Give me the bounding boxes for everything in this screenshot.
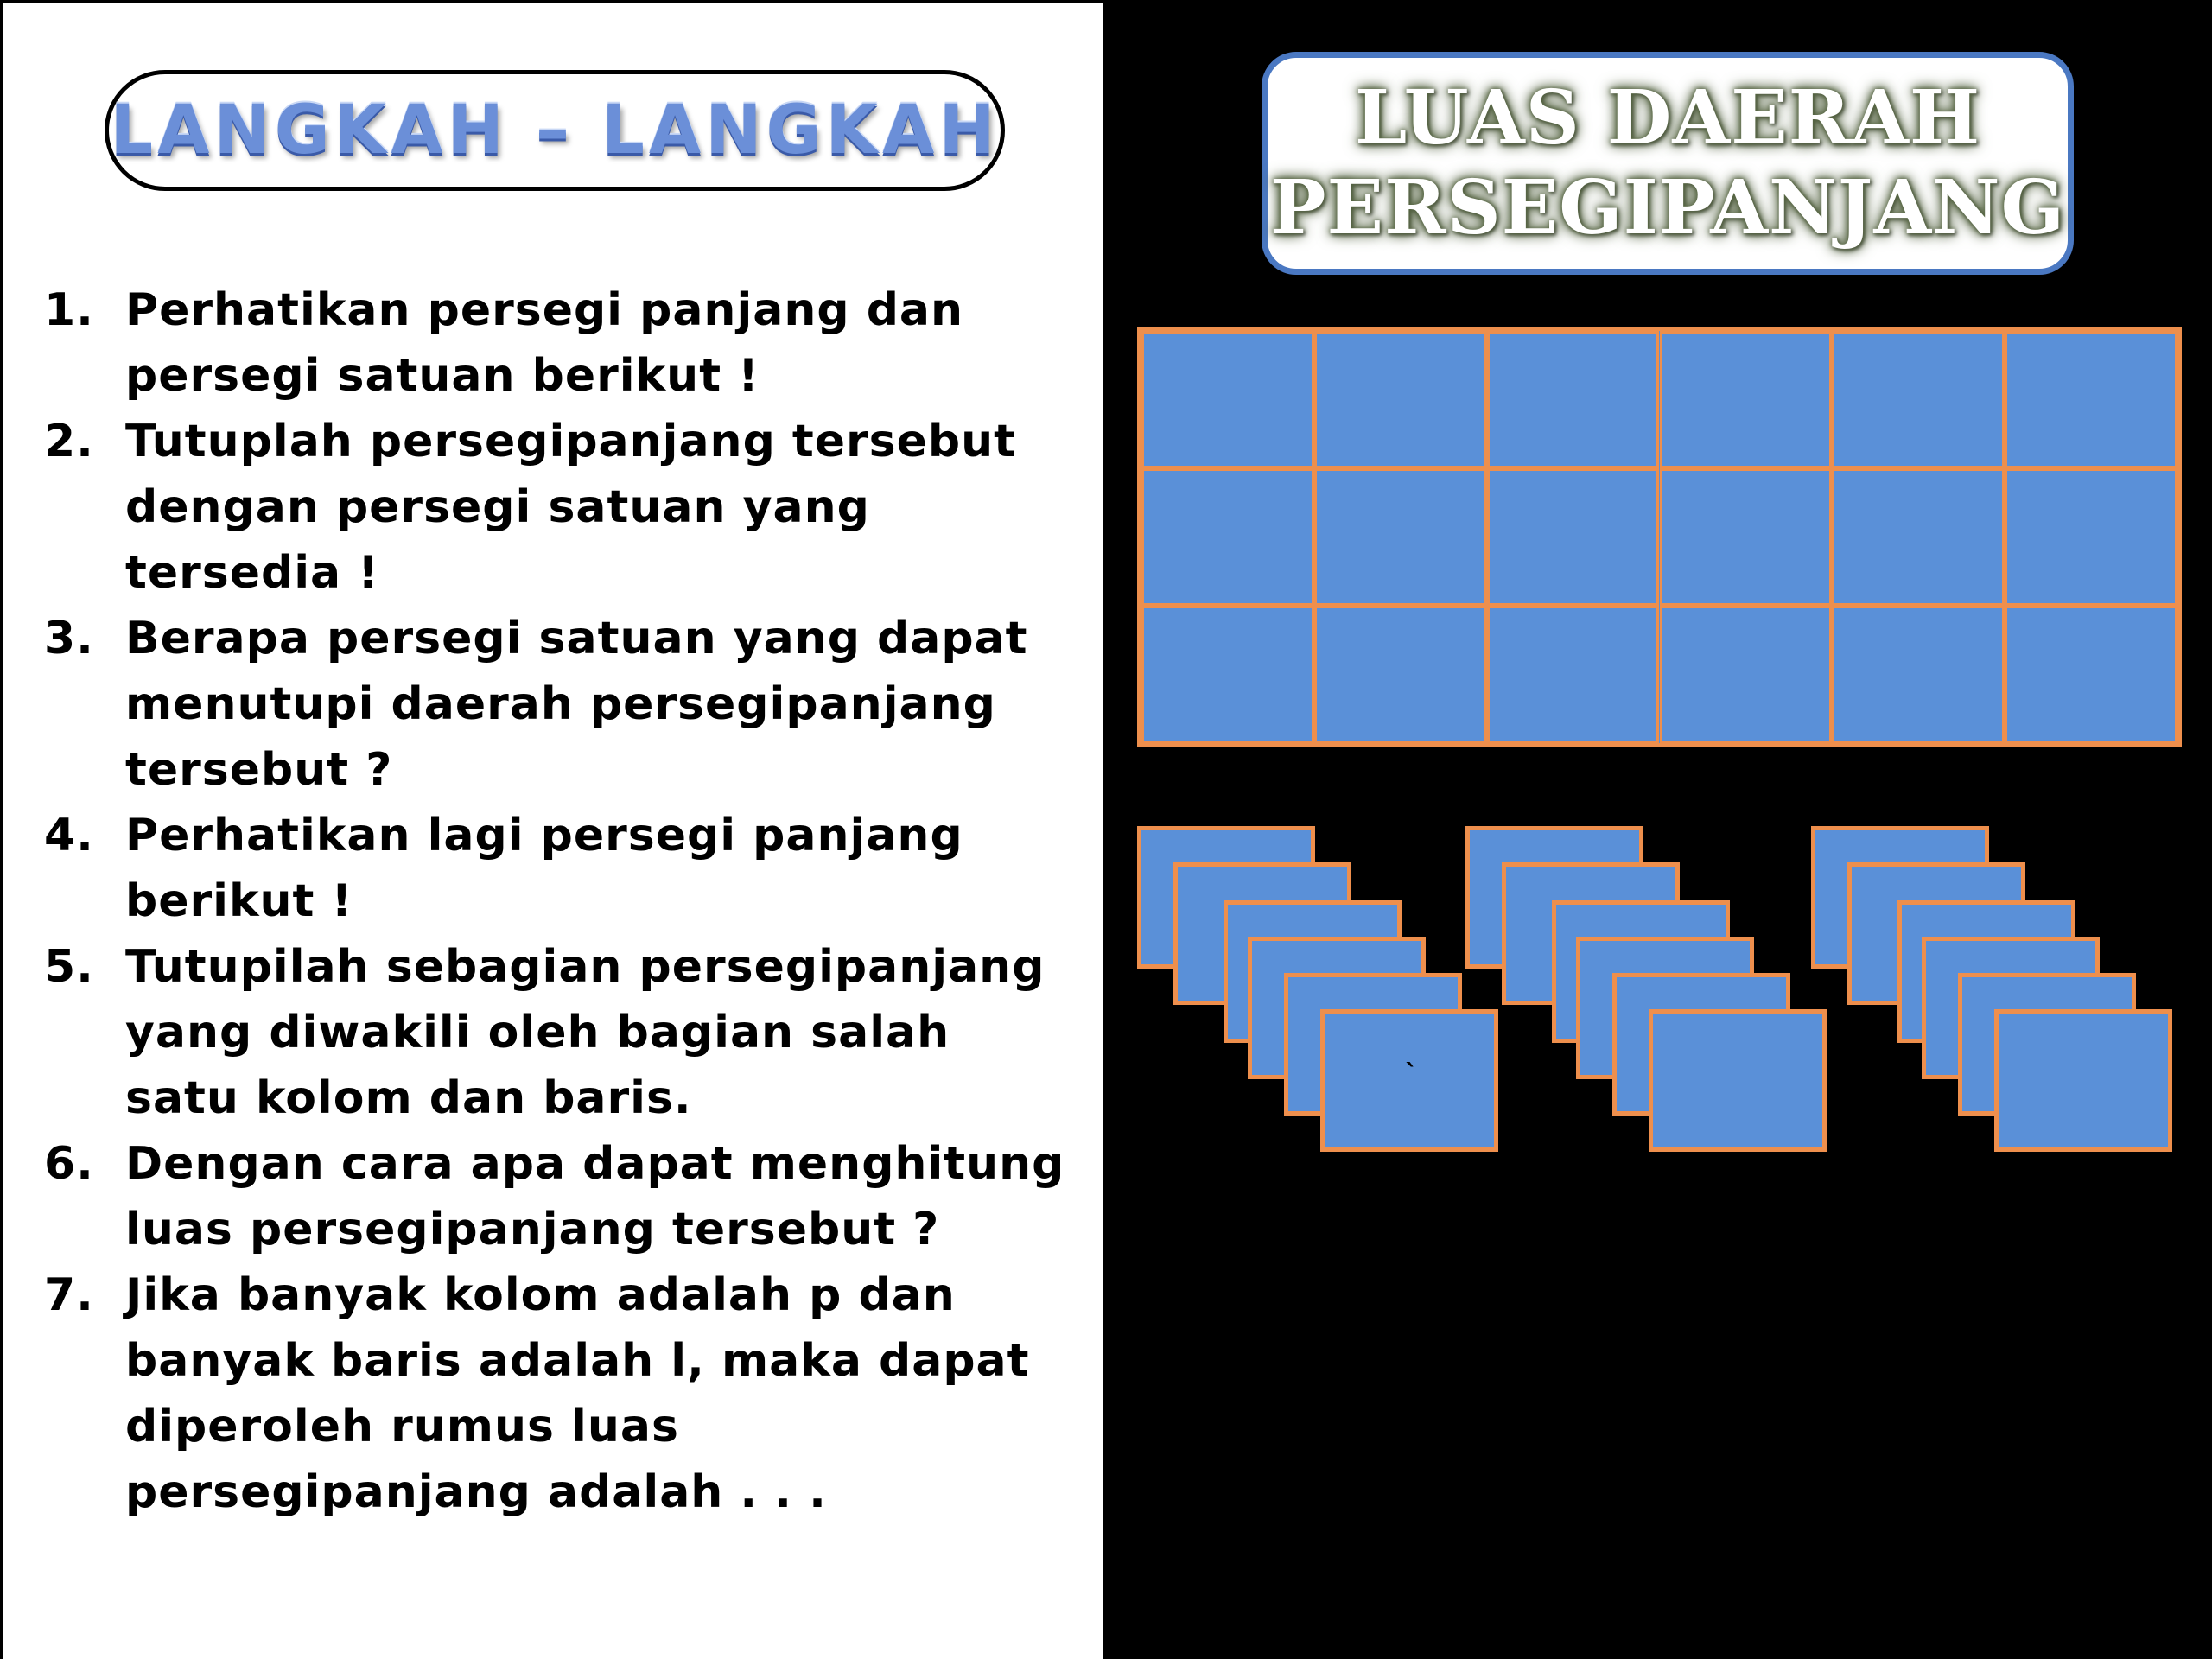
grid-cell xyxy=(2005,331,2177,468)
title-banner xyxy=(1262,52,2074,275)
step-number: 6. xyxy=(44,1138,94,1190)
grid-cell xyxy=(1832,331,2005,468)
step-text: Perhatikan persegi panjang dan persegi satuan berikut ! xyxy=(125,284,964,402)
steps-list xyxy=(37,277,1074,1525)
grid-cell xyxy=(1832,606,2005,743)
grid-cell xyxy=(2005,468,2177,606)
step-item xyxy=(37,1131,1074,1262)
grid-cell xyxy=(1487,468,1660,606)
step-number: 4. xyxy=(44,810,94,861)
step-text: Tutuplah persegipanjang tersebut dengan persegi satuan yang tersedia ! xyxy=(125,416,1016,599)
step-text: Tutupilah sebagian persegipanjang yang diwakili oleh bagian salah satu kolom dan baris. xyxy=(125,941,1046,1124)
grid-cell xyxy=(1141,331,1314,468)
grid-cell xyxy=(1832,468,2005,606)
step-item xyxy=(37,277,1074,409)
step-text: Dengan cara apa dapat menghitung luas persegipanjang tersebut ? xyxy=(125,1138,1065,1255)
grid-cell xyxy=(1141,468,1314,606)
grid-cell xyxy=(1314,331,1487,468)
grid-cell xyxy=(1487,331,1660,468)
grid-cell xyxy=(1141,606,1314,743)
steps-heading: LANGKAH – LANGKAH xyxy=(110,92,1000,169)
step-number: 2. xyxy=(44,416,94,467)
unit-square-tile[interactable] xyxy=(1649,1009,1827,1152)
step-item xyxy=(37,606,1074,803)
unit-square-tile[interactable] xyxy=(1994,1009,2172,1152)
step-number: 1. xyxy=(44,284,94,336)
grid-cell xyxy=(1314,606,1487,743)
step-item xyxy=(37,934,1074,1131)
title-line-2: PERSEGIPANJANG xyxy=(1269,164,2066,251)
grid-cell xyxy=(1660,468,1833,606)
instructions-panel xyxy=(0,0,1103,1659)
step-item xyxy=(37,803,1074,934)
step-item xyxy=(37,1262,1074,1525)
steps-heading-banner xyxy=(105,70,1005,191)
step-text: Perhatikan lagi persegi panjang berikut ! xyxy=(125,810,963,927)
step-item xyxy=(37,409,1074,606)
grid-cell xyxy=(1487,606,1660,743)
step-text: Jika banyak kolom adalah p dan banyak baris adalah l, maka dapat diperoleh rumus luas persegipanjang adalah . . . xyxy=(125,1269,1030,1518)
step-number: 3. xyxy=(44,613,94,664)
grid-cell xyxy=(2005,606,2177,743)
step-number: 5. xyxy=(44,941,94,993)
title-line-1: LUAS DAERAH xyxy=(1354,74,1981,162)
grid-cell xyxy=(1314,468,1487,606)
grid-cell xyxy=(1660,331,1833,468)
step-text: Berapa persegi satuan yang dapat menutupi daerah persegipanjang tersebut ? xyxy=(125,613,1028,796)
rectangle-grid xyxy=(1137,327,2182,747)
stray-mark: ` xyxy=(1405,1059,1418,1090)
step-number: 7. xyxy=(44,1269,94,1321)
grid-cell xyxy=(1660,606,1833,743)
